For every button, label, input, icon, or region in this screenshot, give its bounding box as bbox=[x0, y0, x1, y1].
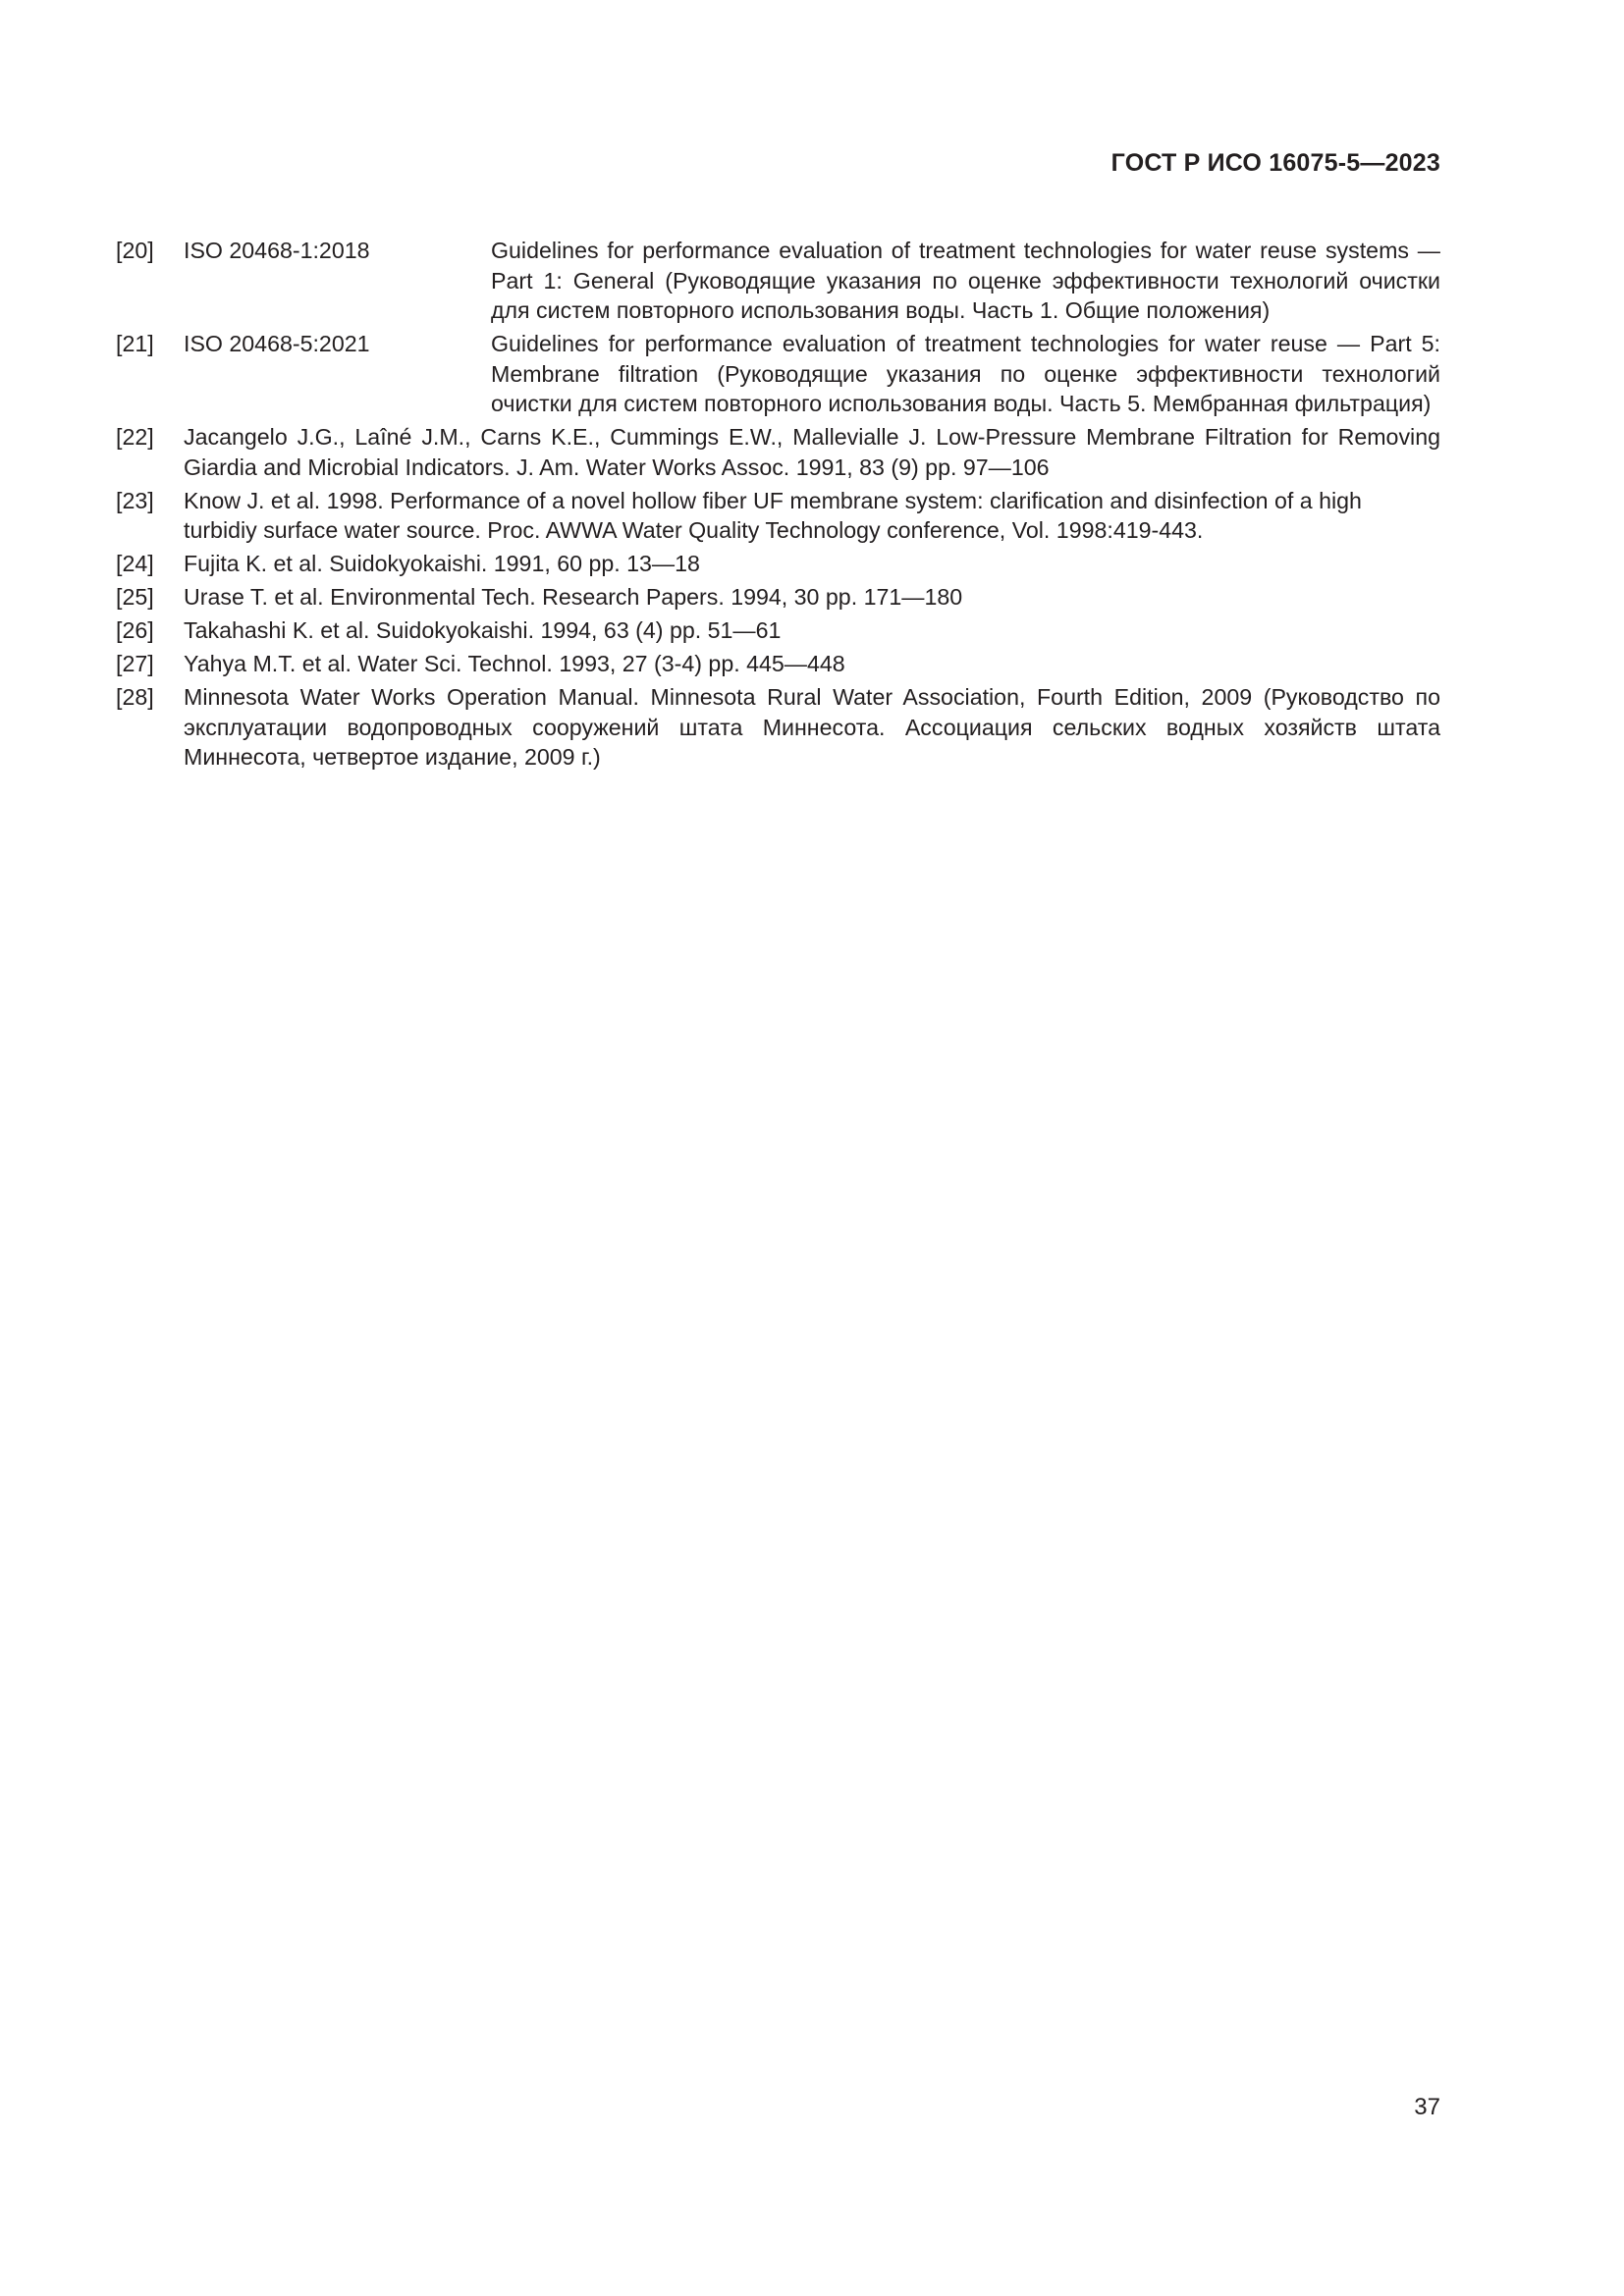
reference-item bbox=[116, 649, 1440, 679]
reference-number: [20] bbox=[116, 238, 154, 263]
reference-number: [24] bbox=[116, 551, 154, 576]
reference-text: Yahya M.T. et al. Water Sci. Technol. 1993, 27 (3-4) pp. 445—448 bbox=[184, 651, 845, 676]
reference-item bbox=[116, 615, 1440, 646]
page-header-doc-id: ГОСТ Р ИСО 16075-5—2023 bbox=[1110, 149, 1440, 177]
bibliography-list bbox=[116, 236, 1440, 775]
reference-item bbox=[116, 236, 1440, 326]
reference-standard-code: ISO 20468-5:2021 bbox=[184, 331, 370, 356]
reference-number: [26] bbox=[116, 617, 154, 643]
reference-text: Takahashi K. et al. Suidokyokaishi. 1994, 63 (4) pp. 51—61 bbox=[184, 617, 782, 643]
reference-text: Minnesota Water Works Operation Manual. Minnesota Rural Water Association, Fourth Edition, 2009 (Руководство по эксплуатации водопроводных сооружений штата Миннесота. Ассоциация сельских водных хозяйств штата Миннесота, четвертое издание, 2009 г.) bbox=[184, 684, 1440, 770]
reference-text: Jacangelo J.G., Laîné J.M., Carns K.E., Cummings E.W., Mallevialle J. Low-Pressure Membrane Filtration for Removing Giardia and Microbial Indicators. J. Am. Water Works Assoc. 1991, 83 (9) pp. 97—106 bbox=[184, 424, 1440, 480]
reference-item bbox=[116, 422, 1440, 482]
reference-text: Know J. et al. 1998. Performance of a novel hollow fiber UF membrane system: clarification and disinfection of a high turbidiy surface water source. Proc. AWWA Water Quality Technology conference, Vol. 1998:419-443. bbox=[184, 487, 1362, 543]
reference-number: [27] bbox=[116, 651, 154, 676]
reference-number: [23] bbox=[116, 487, 154, 513]
reference-text: Fujita K. et al. Suidokyokaishi. 1991, 60 pp. 13—18 bbox=[184, 551, 700, 576]
reference-standard-code: ISO 20468-1:2018 bbox=[184, 238, 370, 263]
reference-item bbox=[116, 549, 1440, 579]
reference-number: [21] bbox=[116, 331, 154, 356]
reference-number: [22] bbox=[116, 424, 154, 450]
reference-item bbox=[116, 582, 1440, 613]
reference-number: [25] bbox=[116, 584, 154, 610]
reference-item bbox=[116, 329, 1440, 419]
reference-text: Guidelines for performance evaluation of treatment technologies for water reuse — Part 5: Membrane filtration (Руководящие указания по оценке эффективности технологий очистки для систем повторного использования воды. Часть 5. Мембранная фильтрация) bbox=[491, 331, 1440, 416]
reference-number: [28] bbox=[116, 684, 154, 710]
reference-item bbox=[116, 486, 1440, 546]
reference-text: Guidelines for performance evaluation of treatment technologies for water reuse systems — Part 1: General (Руководящие указания по оценке эффективности технологий очистки для систем повторного использования воды. Часть 1. Общие положения) bbox=[491, 238, 1440, 323]
page-number: 37 bbox=[1414, 2094, 1440, 2120]
reference-item bbox=[116, 682, 1440, 773]
reference-text: Urase T. et al. Environmental Tech. Research Papers. 1994, 30 pp. 171—180 bbox=[184, 584, 963, 610]
